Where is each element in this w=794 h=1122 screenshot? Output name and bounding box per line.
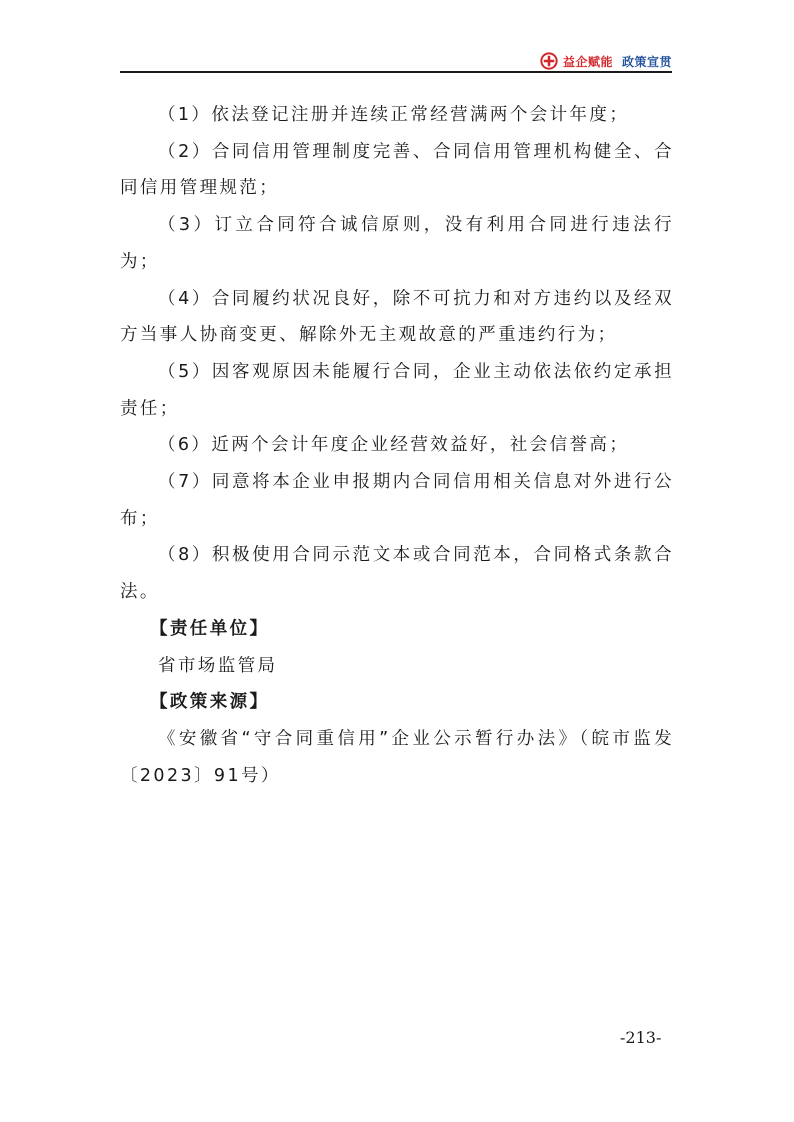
document-body <box>120 97 674 794</box>
header-logo <box>540 52 672 70</box>
responsible-unit-text: 省市场监管局 <box>158 655 278 676</box>
list-item-4: （4）合同履约状况良好，除不可抗力和对方违约以及经双方当事人协商变更、解除外无主观故意的严重违约行为； <box>120 288 674 346</box>
list-item-2: （2）合同信用管理制度完善、合同信用管理机构健全、合同信用管理规范； <box>120 141 674 199</box>
header-rule <box>120 71 672 73</box>
responsible-unit-heading: 【责任单位】 <box>150 618 270 639</box>
list-item-5: （5）因客观原因未能履行合同，企业主动依法依约定承担责任； <box>120 361 674 419</box>
policy-source-heading: 【政策来源】 <box>150 692 270 713</box>
list-item-3: （3）订立合同符合诚信原则，没有利用合同进行违法行为； <box>120 215 674 272</box>
list-item-1: （1）依法登记注册并连续正常经营满两个会计年度； <box>158 105 630 125</box>
policy-source-text: 《安徽省“守合同重信用”企业公示暂行办法》（皖市监发〔2023〕91号） <box>120 728 674 786</box>
logo-brand-text: 益企赋能 <box>563 54 614 69</box>
list-item-6: （6）近两个会计年度企业经营效益好，社会信誉高； <box>158 435 630 456</box>
logo-emblem-icon <box>540 52 558 70</box>
logo-sub-text: 政策宣贯 <box>622 54 673 69</box>
list-item-7: （7）同意将本企业申报期内合同信用相关信息对外进行公布； <box>120 472 674 529</box>
list-item-8: （8）积极使用合同示范文本或合同范本，合同格式条款合法。 <box>120 545 674 603</box>
page-number: -213- <box>620 1028 662 1047</box>
